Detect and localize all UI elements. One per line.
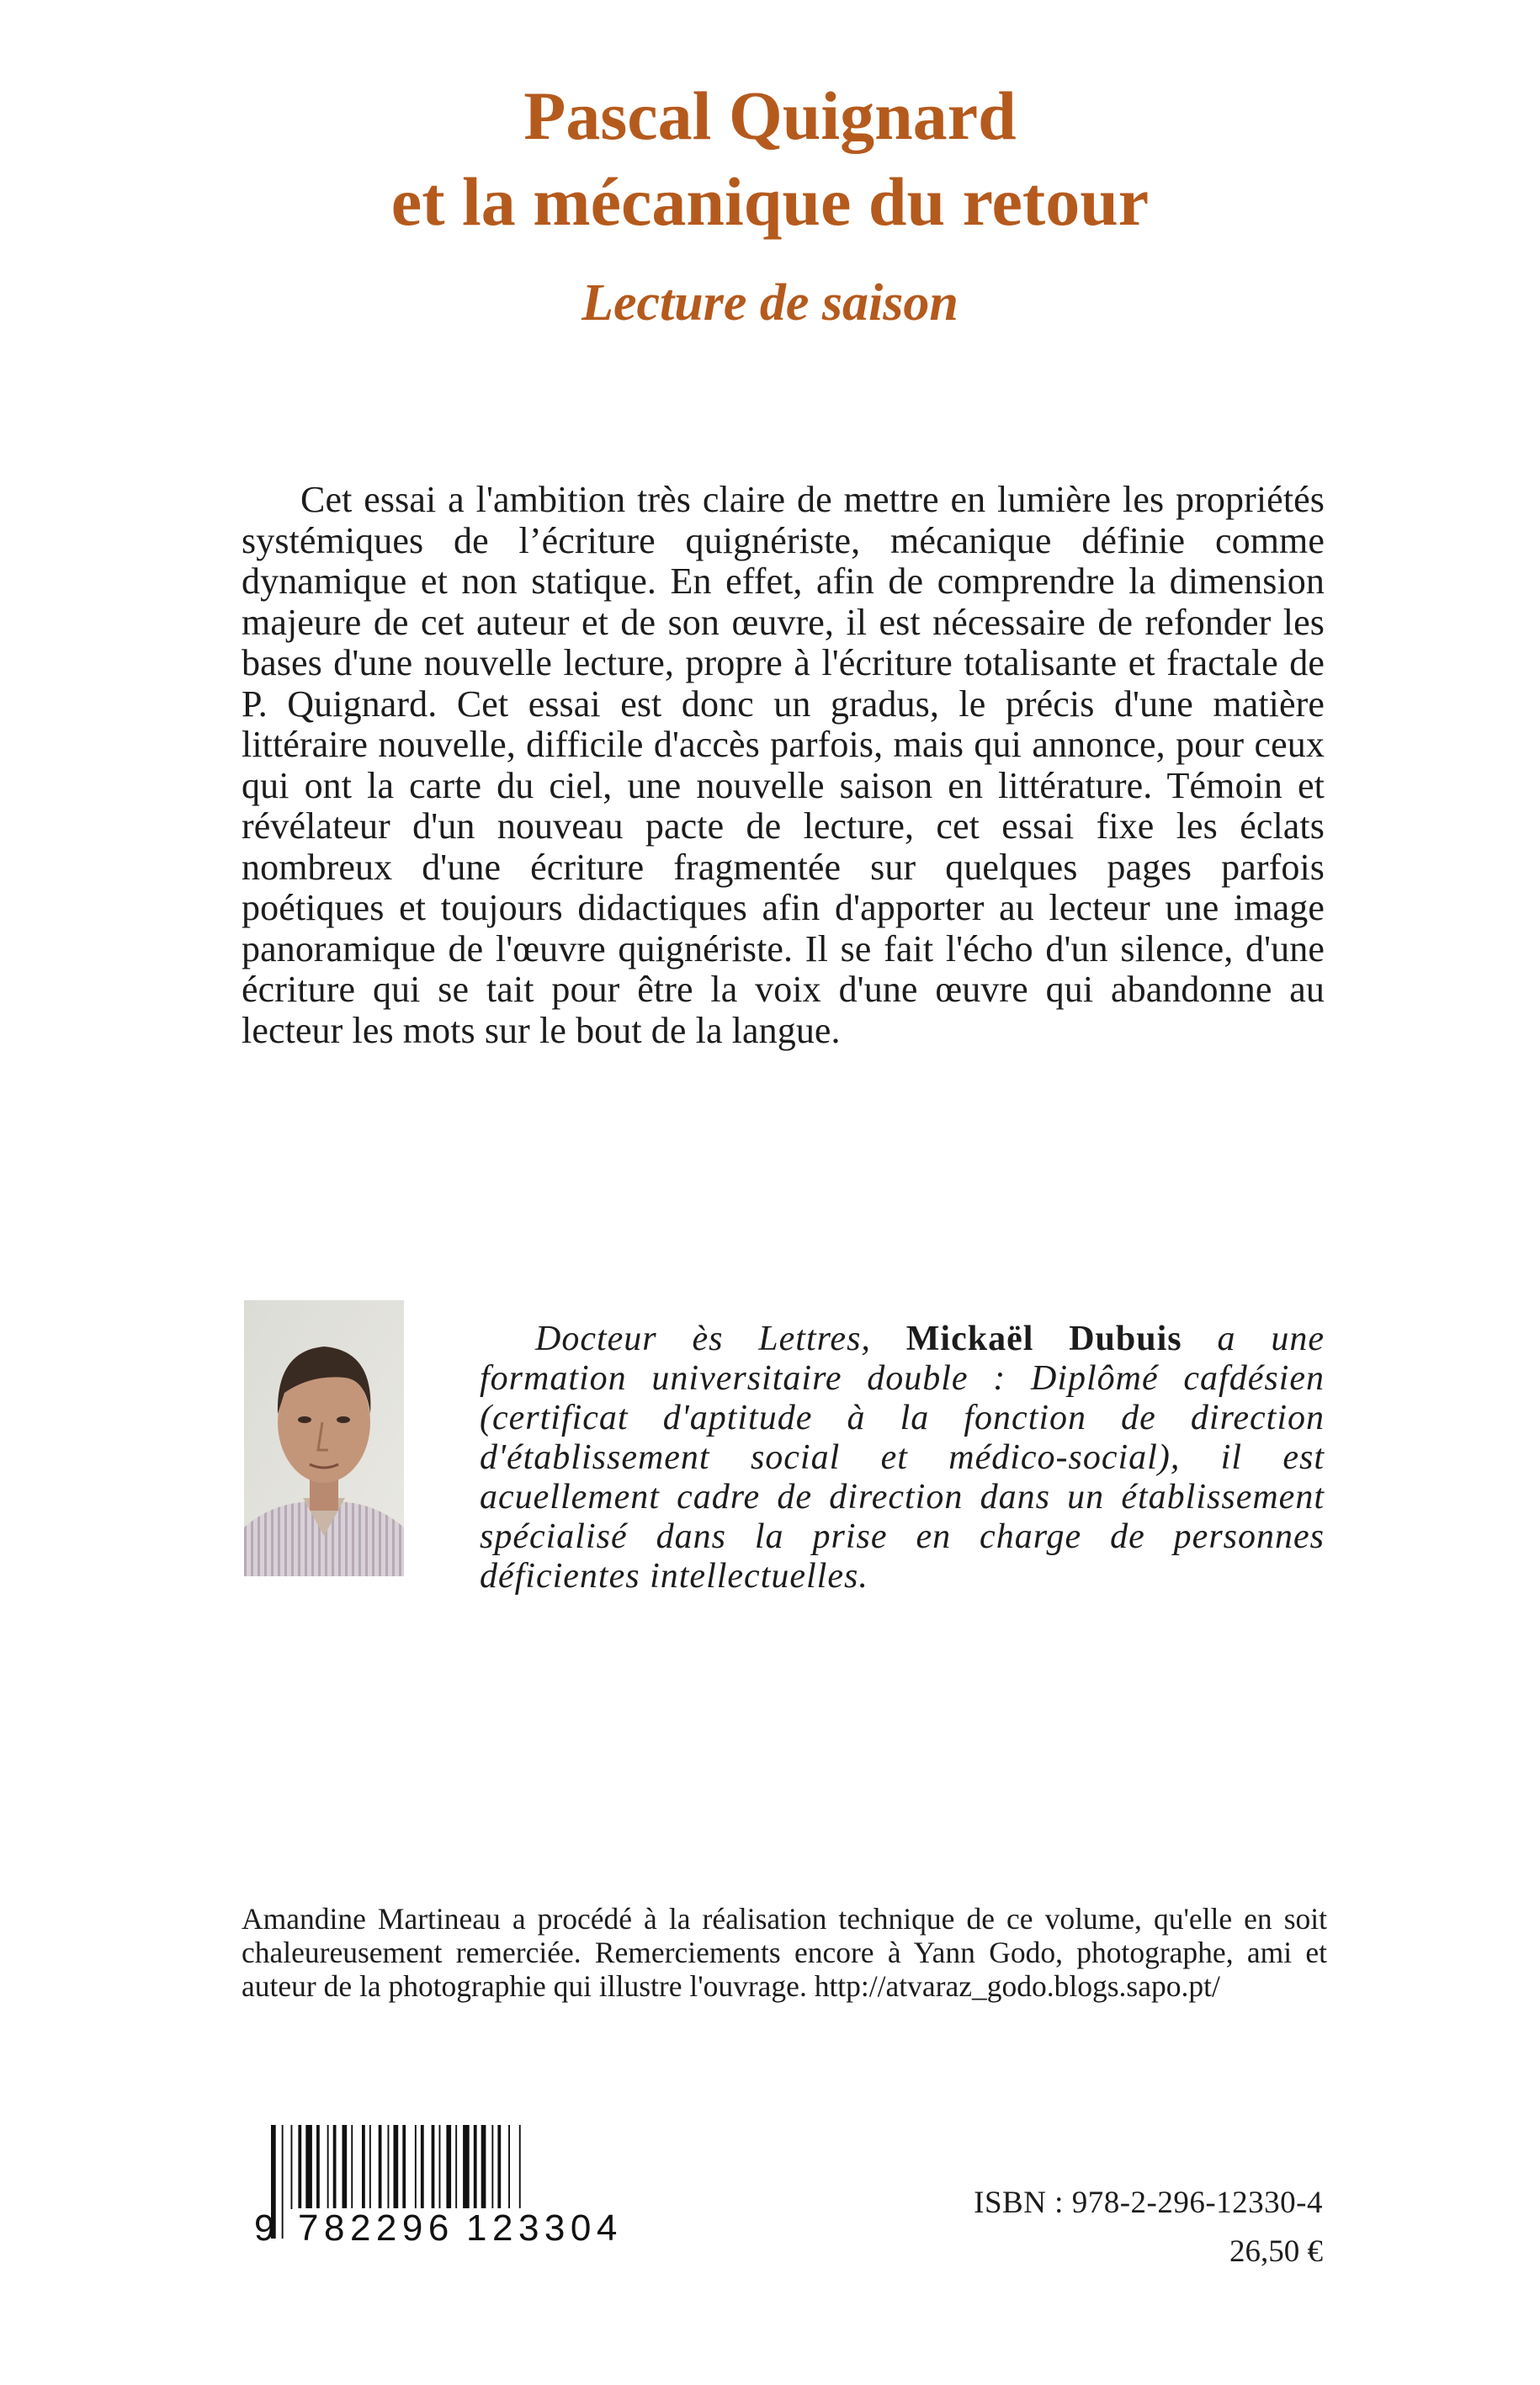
barcode-bar bbox=[282, 2125, 284, 2239]
isbn: ISBN : 978-2-296-12330-4 bbox=[974, 2186, 1323, 2220]
author-photo bbox=[244, 1300, 404, 1576]
book-summary: Cet essai a l'ambition très claire de mettre en lumière les propriétés systémiques de l’écriture quignériste, mécanique définie comme dynamique et non statique. En effet, afin de comprendre la dimension majeure de cet auteur et de son œuvre, il est nécessaire de refonder les bases d'une nouvelle lecture, propre à l'écriture totalisante et fractale de P. Quignard. Cet essai est donc un gradus, le précis d'une matière littéraire nouvelle, difficile d'accès parfois, mais qui annonce, pour ceux qui ont la carte du ciel, une nouvelle saison en littérature. Témoin et révélateur d'un nouveau pacte de lecture, cet essai fixe les éclats nombreux d'une écriture fragmentée sur quelques pages parfois poétiques et toujours didactiques afin d'apporter au lecteur une image panoramique de l'œuvre quignériste. Il se fait l'écho d'un silence, d'une écriture qui se tait pour être la voix d'une œuvre qui abandonne au lecteur les mots sur le bout de la langue. bbox=[242, 479, 1325, 1051]
barcode-bar bbox=[491, 2125, 493, 2209]
barcode-bar bbox=[291, 2125, 293, 2209]
barcode-bar bbox=[421, 2125, 424, 2209]
author-name: Mickaël Dubuis bbox=[905, 1320, 1182, 1358]
barcode-bar bbox=[481, 2125, 486, 2209]
barcode-first-digit: 9 bbox=[254, 2207, 280, 2249]
barcode-bar bbox=[474, 2125, 477, 2209]
price: 26,50 € bbox=[1229, 2234, 1323, 2269]
barcode-bar bbox=[333, 2125, 337, 2209]
barcode-bar bbox=[379, 2125, 382, 2209]
title-line-1: Pascal Quignard bbox=[523, 77, 1017, 154]
barcode-bar bbox=[463, 2125, 470, 2209]
barcode-bar bbox=[432, 2125, 435, 2209]
subtitle: Lecture de saison bbox=[581, 274, 959, 332]
author-bio-text: a une formation universitaire double : Diplômé cafdésien (certificat d'aptitude à la fonction de direction d'établissement social et médico-social), il est acuellement cadre de direction dans un établissement spécialisé dans la prise en charge de personnes déficientes intellectuelles. bbox=[480, 1320, 1325, 1596]
credits: Amandine Martineau a procédé à la réalisation technique de ce volume, qu'elle en soit chaleureusement remerciée. Remerciements encore à Yann Godo, photographe, ami et auteur de la photographie qui illustre l'ouvrage. http://atvaraz_godo.blogs.sapo.pt/ bbox=[242, 1902, 1327, 2003]
barcode-bar bbox=[327, 2125, 329, 2209]
barcode-bar bbox=[388, 2125, 390, 2209]
barcode-bar bbox=[298, 2125, 301, 2209]
barcode-bar bbox=[446, 2125, 451, 2209]
barcode-left-digits: 782296 bbox=[295, 2208, 458, 2249]
barcode-bar bbox=[351, 2125, 353, 2209]
barcode-bar bbox=[369, 2125, 371, 2209]
author-bio bbox=[480, 1320, 1325, 1596]
barcode-bar bbox=[316, 2125, 320, 2209]
barcode-bar bbox=[497, 2125, 501, 2209]
barcode-bar bbox=[439, 2125, 441, 2209]
barcode-bar bbox=[415, 2125, 417, 2209]
title-line-2: et la mécanique du retour bbox=[390, 163, 1150, 240]
barcode-bar bbox=[305, 2125, 312, 2209]
barcode-bar bbox=[362, 2125, 365, 2209]
barcode-bar bbox=[455, 2125, 457, 2209]
barcode-bar bbox=[343, 2125, 348, 2209]
author-bio-prefix: Docteur ès Lettres, bbox=[535, 1320, 906, 1358]
barcode-right-digits: 123304 bbox=[463, 2208, 626, 2249]
